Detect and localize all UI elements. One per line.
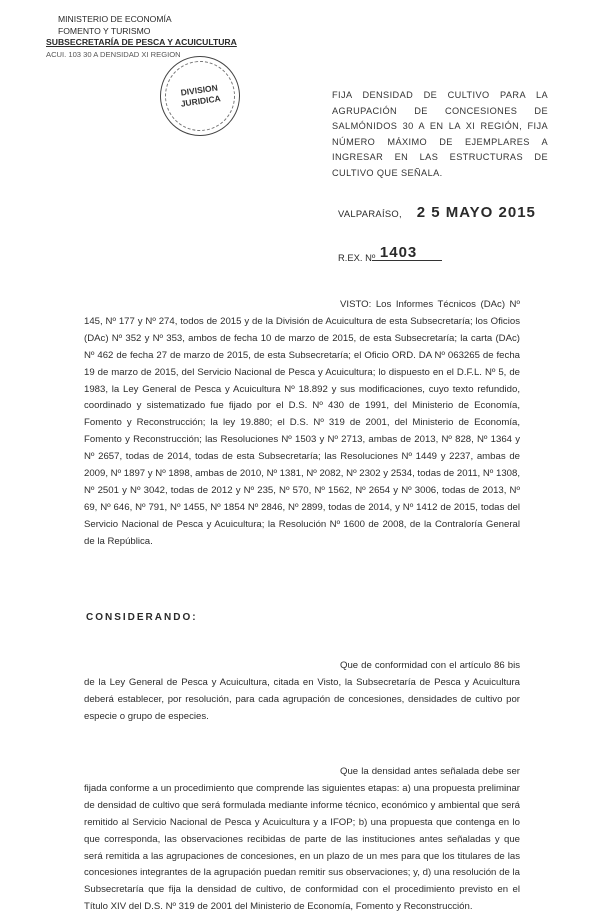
date-line [338,204,536,221]
city-label: VALPARAÍSO, [338,208,402,219]
file-reference: ACUI. 103 30 A DENSIDAD XI REGION [46,49,181,59]
ministry-subname: FOMENTO Y TURISMO [58,25,151,36]
rex-number: 1403 [379,244,418,261]
ministry-name: MINISTERIO DE ECONOMÍA [58,14,172,24]
considerando-paragraph-1: Que de conformidad con el artículo 86 bis de la Ley General de Pesca y Acuicultura, citada en Visto, la Subsecretaría de Pesca y Acuicultura deberá establecer, por resolución, para cada agrupación de concesiones, densidades de cultivo por especie o grupo de especies. [84,660,520,722]
subsecretariat-name: SUBSECRETARÍA DE PESCA Y ACUICULTURA [46,37,237,48]
stamp-line-1: DIVISION [179,82,219,98]
letterhead [46,14,246,60]
considerando-heading: CONSIDERANDO: [86,612,198,623]
resolution-number [338,244,442,265]
stamp-ring [160,56,239,135]
rex-label: R.EX. Nº [338,252,376,263]
resolution-title: FIJA DENSIDAD DE CULTIVO PARA LA AGRUPACIÓN DE CONCESIONES DE SALMÓNIDOS 30 A EN LA XI REGIÓN, FIJA NÚMERO MÁXIMO DE EJEMPLARES A INGRESAR EN LAS ESTRUCTURAS DE CULTIVO QUE SEÑALA. [332,90,548,178]
stamp-line-2: JURIDICA [180,93,222,109]
considerando-paragraph-2: Que la densidad antes señalada debe ser fijada conforme a un procedimiento que comprende las siguientes etapas: a) una propuesta preliminar de densidad de cultivo que será formulada mediante informe técnico, económico y ambiental que será remitido al Servicio Nacional de Pesca y Acuicultura y a IFOP; b) una propuesta que contenga en lo que corresponda, las observaciones recibidas de parte de las instituciones antes señaladas y que será remitida a las agrupaciones de concesiones, en un plazo de un mes para que los titulares de las concesiones integrantes de la agrupación puedan remitir sus observaciones; y, d) una resolución de la Subsecretaría que fija la densidad de cultivo, de conformidad con el procedimiento previsto en el Título XIV del D.S. Nº 319 de 2001 del Ministerio de Economía, Fomento y Reconstrucción. [84,766,520,913]
visto-paragraph: VISTO: Los Informes Técnicos (DAc) Nº 145, Nº 177 y Nº 274, todos de 2015 y de la División de Acuicultura de esta Subsecretaría; los Oficios (DAc) Nº 352 y Nº 353, ambos de fecha 10 de marzo de 2015, de esta Subsecretaría; la carta (DAc) Nº 462 de fecha 27 de marzo de 2015, de esta Subsecretaría; el Oficio ORD. DA Nº 063265 de fecha 19 de marzo de 2015, del Servicio Nacional de Pesca y Acuicultura; lo dispuesto en el D.F.L. Nº 5, de 1983, la Ley General de Pesca y Acuicultura Nº 18.892 y sus modificaciones, cuyo texto refundido, coordinado y sistematizado fue fijado por el D.S. Nº 430 de 1991, del Ministerio de Economía, Fomento y Reconstrucción; la ley 19.880; el D.S. Nº 319 de 2001, del Ministerio de Economía, Fomento y Reconstrucción; las Resoluciones Nº 1503 y Nº 2713, ambas de 2013, Nº 828, Nº 1364 y Nº 2657, todas de 2014, todas de esta Subsecretaría; las Resoluciones Nº 1449 y 2237, ambas de 2009, Nº 1897 y Nº 1898, ambas de 2010, Nº 1381, Nº 2082, Nº 2302 y 2534, todas de 2011, Nº 1308, Nº 2501 y Nº 3042, todas de 2012 y Nº 235, Nº 570, Nº 1562, Nº 2654 y Nº 3006, todas de 2013, Nº 69, Nº 646, Nº 791, Nº 1455, Nº 1854 Nº 2846, Nº 2899, todas de 2014, y Nº 1412 de 2015, todas del Servicio Nacional de Pesca y Acuicultura; la Resolución Nº 1600 de 2008, de la Contraloría General de la República. [84,299,520,547]
division-juridica-stamp [155,51,245,141]
resolution-date: 2 5 MAYO 2015 [416,204,536,221]
